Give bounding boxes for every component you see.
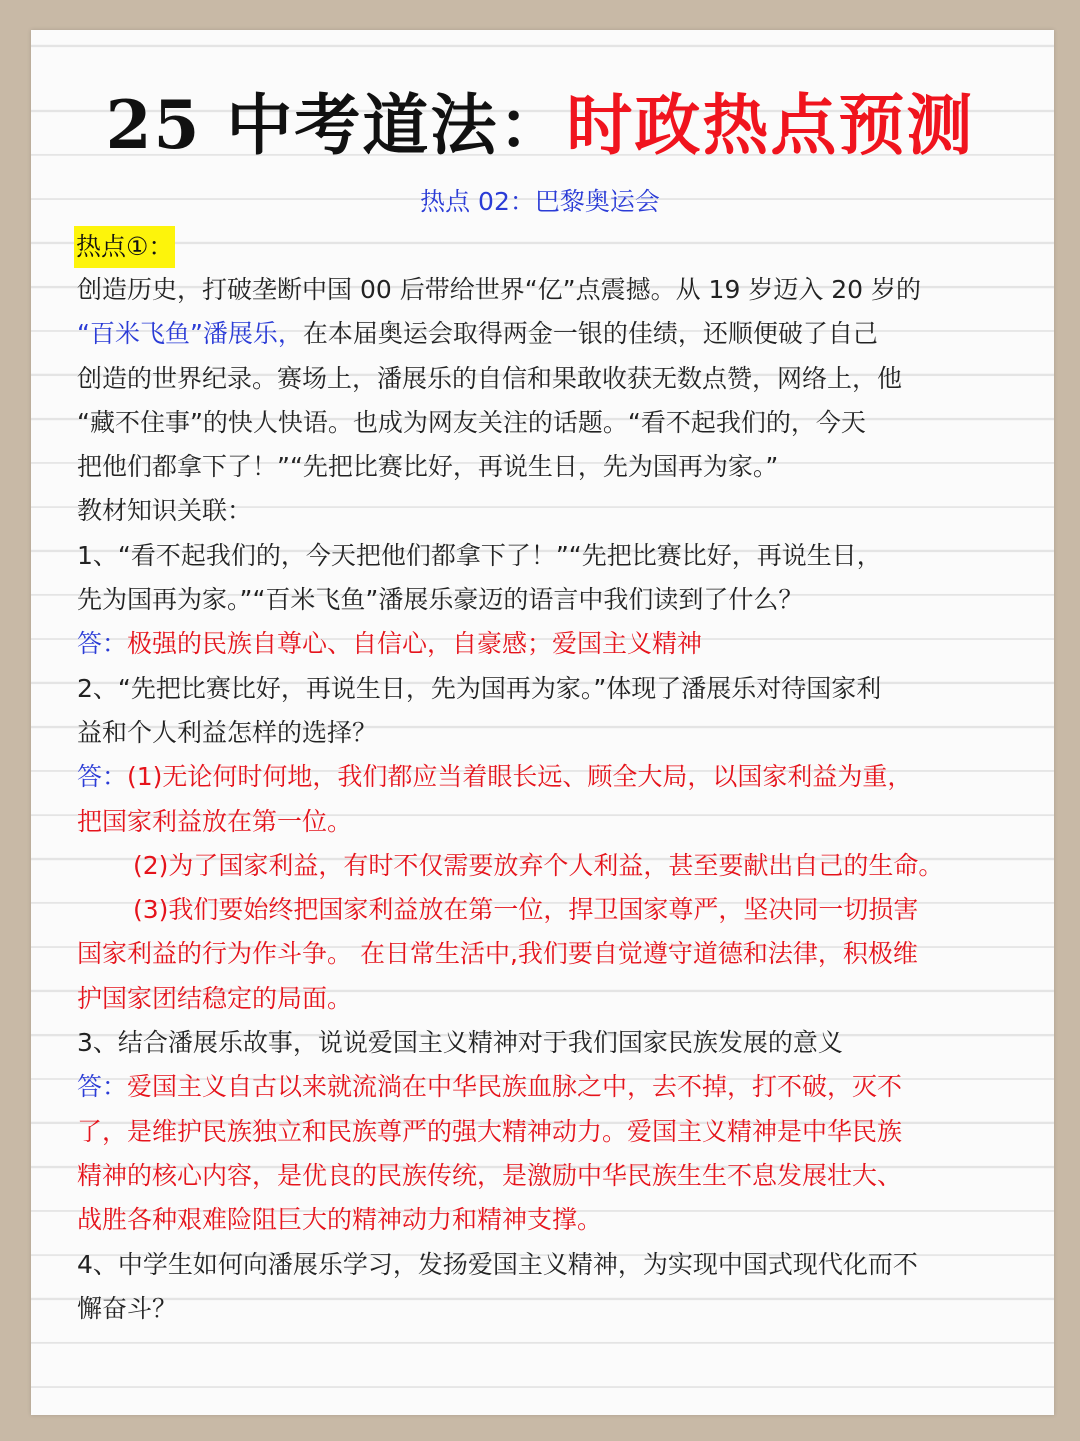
answer-2 [77,755,1017,799]
answer-2: 把国家利益放在第一位。 [77,806,353,836]
question-2: 2、“先把比赛比好，再说生日，先为国再为家。”体现了潘展乐对待国家利 [77,673,882,703]
athlete-name: “百米飞鱼”潘展乐， [77,319,303,349]
hotspot-label: 热点①： [74,226,175,268]
intro-text: 在本届奥运会取得两金一银的佳绩，还顺便破了自己 [302,319,878,349]
question-2: 益和个人利益怎样的选择？ [77,717,378,747]
subtitle: 热点 02：巴黎奥运会 [420,187,660,216]
question-4: 懈奋斗？ [77,1293,178,1323]
question-1: 1、“看不起我们的，今天把他们都拿下了！”“先把比赛比好，再说生日， [77,540,882,570]
answer-prefix: 答： [77,1072,128,1102]
answer-3: 精神的核心内容，是优良的民族传统，是激励中华民族生生不息发展壮大、 [77,1160,903,1190]
answer-1 [77,622,1017,666]
answer-2: 国家利益的行为作斗争。 在日常生活中,我们要自觉遵守道德和法律，积极维 [77,939,918,969]
intro-line: “藏不住事”的快人快语。也成为网友关注的话题。“看不起我们的，今天 [77,407,866,437]
answer-text: (1)无论何时何地，我们都应当着眼长远、顾全大局，以国家利益为重， [127,762,913,792]
question-1: 先为国再为家。”“百米飞鱼”潘展乐豪迈的语言中我们读到了什么？ [77,585,804,615]
intro-line: 创造的世界纪录。赛场上，潘展乐的自信和果敢收获无数点赞，网络上，他 [77,363,903,393]
intro-line: 把他们都拿下了！”“先把比赛比好，再说生日，先为国再为家。” [77,452,779,482]
answer-prefix: 答： [77,762,128,792]
answer-3: 战胜各种艰难险阻巨大的精神动力和精神支撑。 [77,1205,603,1235]
title-highlight: 时政热点预测 [566,86,975,164]
question-3: 3、结合潘展乐故事，说说爱国主义精神对于我们国家民族发展的意义 [77,1028,843,1058]
answer-3: 了，是维护民族独立和民族尊严的强大精神动力。爱国主义精神是中华民族 [77,1116,903,1146]
answer-prefix: 答： [77,629,128,659]
page-title [0,82,1080,168]
intro-line [77,312,1017,356]
article-body [77,268,1017,1331]
title-prefix: 25 中考道法： [105,86,567,164]
answer-2: (2)为了国家利益，有时不仅需要放弃个人利益，甚至要献出自己的生命。 [133,850,944,880]
answer-3 [77,1065,1017,1109]
answer-text: 极强的民族自尊心、自信心，自豪感；爱国主义精神 [127,629,703,659]
intro-line: 创造历史，打破垄断中国 00 后带给世界“亿”点震撼。从 19 岁迈入 20 岁的 [77,275,922,304]
answer-2: 护国家团结稳定的局面。 [77,983,353,1013]
question-4: 4、中学生如何向潘展乐学习，发扬爱国主义精神，为实现中国式现代化而不 [77,1249,918,1279]
answer-text: 爱国主义自古以来就流淌在中华民族血脉之中，去不掉，打不破，灭不 [127,1072,903,1102]
answer-2: (3)我们要始终把国家利益放在第一位，捍卫国家尊严，坚决同一切损害 [133,895,919,925]
section-heading: 教材知识关联： [77,496,253,526]
